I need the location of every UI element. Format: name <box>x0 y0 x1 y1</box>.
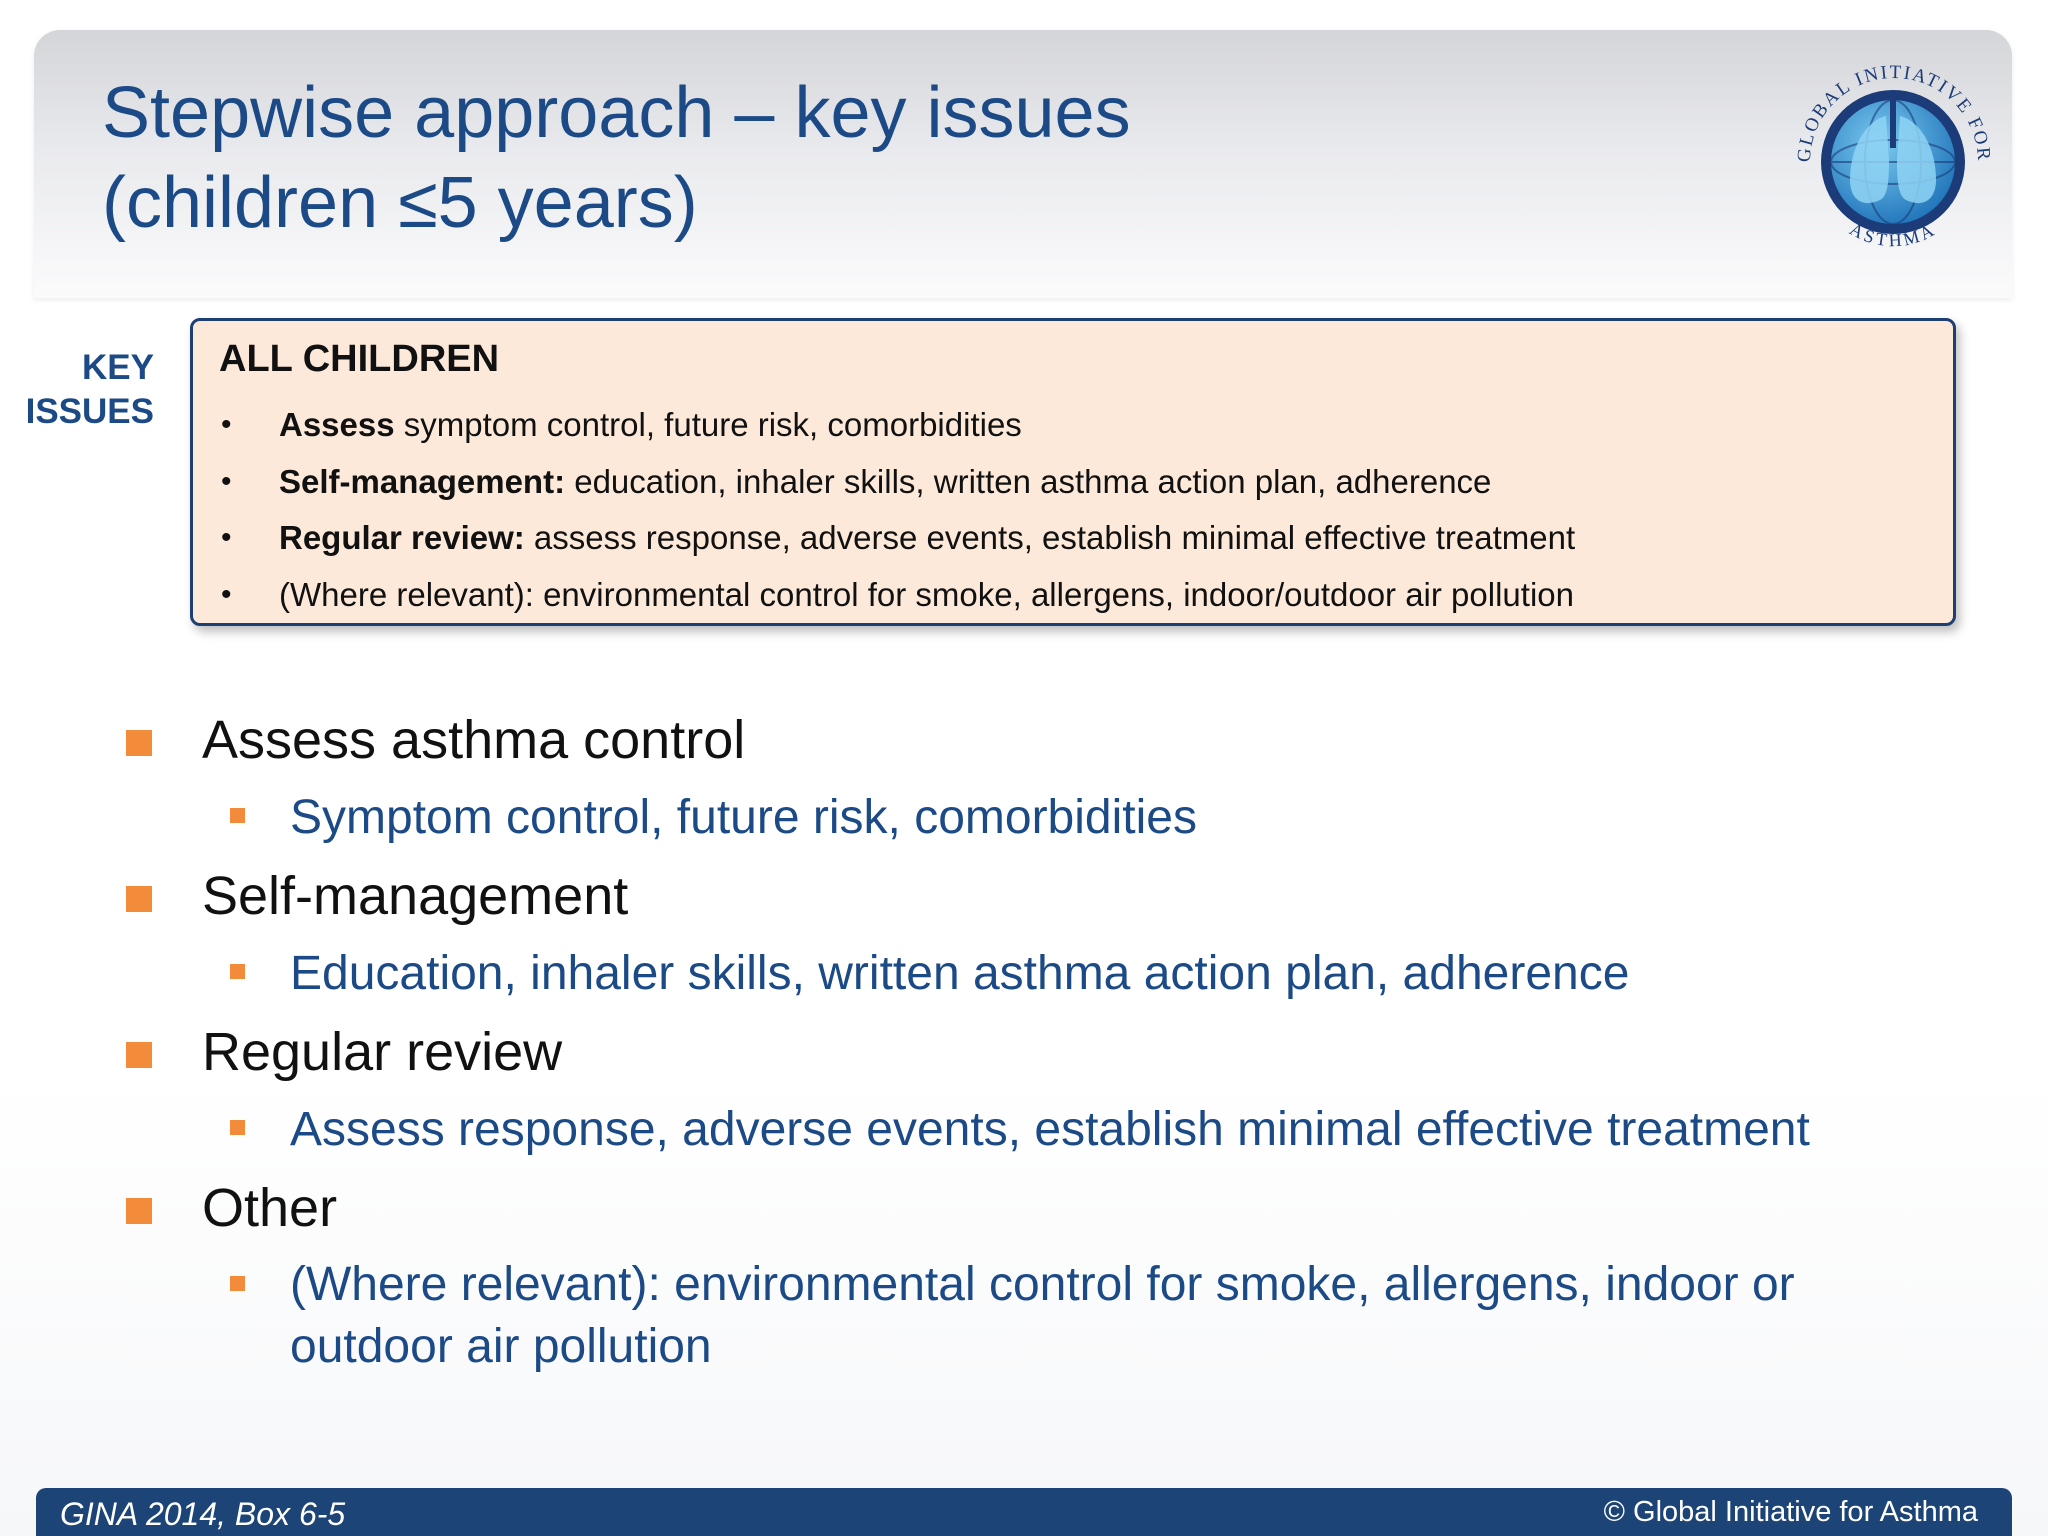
bullet-dot-icon: • <box>221 521 232 554</box>
bullet-heading: Self-management <box>202 866 629 926</box>
key-issues-label-line-1: KEY <box>82 348 154 387</box>
bullet-subtext: (Where relevant): environmental control for smoke, allergens, indoor or outdoor air pollution <box>290 1258 1795 1373</box>
orange-square-bullet-icon <box>126 1198 152 1224</box>
orange-square-bullet-icon <box>126 1042 152 1068</box>
bullet-heading: Assess asthma control <box>202 710 746 770</box>
orange-small-square-bullet-icon <box>230 1276 245 1291</box>
bullet-item <box>120 700 1940 856</box>
box-item-bold: Regular review: <box>279 519 525 556</box>
slide-title-line-1: Stepwise approach – key issues <box>102 73 1131 153</box>
all-children-box <box>190 318 1956 626</box>
bullet-dot-icon: • <box>221 464 232 498</box>
bullet-subtext: Education, inhaler skills, written asthma action plan, adherence <box>290 947 1630 1000</box>
box-title: ALL CHILDREN <box>219 338 500 380</box>
bullet-item <box>120 856 1940 1012</box>
slide-title <box>102 68 1131 248</box>
orange-small-square-bullet-icon <box>230 1120 245 1135</box>
key-issues-label-line-2: ISSUES <box>25 392 154 431</box>
bullet-dot-icon: • <box>221 408 232 441</box>
bullet-heading: Other <box>202 1178 338 1238</box>
logo-bottom-text: ASTHMA <box>1846 218 1940 251</box>
orange-square-bullet-icon <box>126 886 152 912</box>
orange-small-square-bullet-icon <box>230 964 245 979</box>
logo-top-text: GLOBAL INITIATIVE FOR <box>1793 61 1995 163</box>
box-list-item <box>219 510 1575 567</box>
orange-square-bullet-icon <box>126 730 152 756</box>
box-list-item <box>219 454 1575 511</box>
bullet-subtext: Symptom control, future risk, comorbidities <box>290 791 1197 844</box>
key-issues-label <box>14 346 154 434</box>
box-item-text: education, inhaler skills, written asthma action plan, adherence <box>565 462 1492 500</box>
main-bullet-list <box>120 700 1940 1378</box>
bullet-item <box>120 1168 1940 1378</box>
box-list-item <box>219 397 1575 454</box>
bullet-dot-icon: • <box>221 577 232 611</box>
footer-source: GINA 2014, Box 6-5 <box>60 1496 346 1532</box>
bullet-subtext: Assess response, adverse events, establish minimal effective treatment <box>290 1103 1810 1156</box>
bullet-item <box>120 1012 1940 1168</box>
footer-bar <box>36 1488 2012 1536</box>
box-list <box>219 397 1575 623</box>
footer-copyright: © Global Initiative for Asthma <box>1603 1496 1978 1528</box>
trachea-icon <box>1890 100 1896 148</box>
bullet-heading: Regular review <box>202 1022 563 1082</box>
gina-logo-icon <box>1788 50 1998 260</box>
orange-small-square-bullet-icon <box>230 808 245 823</box>
box-list-item <box>219 567 1575 624</box>
box-item-bold: Assess <box>279 406 395 443</box>
box-item-text: (Where relevant): environmental control for smoke, allergens, indoor/outdoor air pollution <box>279 575 1574 613</box>
box-item-bold: Self-management: <box>279 462 566 500</box>
box-item-text: assess response, adverse events, establish minimal effective treatment <box>524 519 1576 556</box>
slide-title-line-2: (children ≤5 years) <box>102 163 698 243</box>
box-item-text: symptom control, future risk, comorbidities <box>394 406 1022 443</box>
